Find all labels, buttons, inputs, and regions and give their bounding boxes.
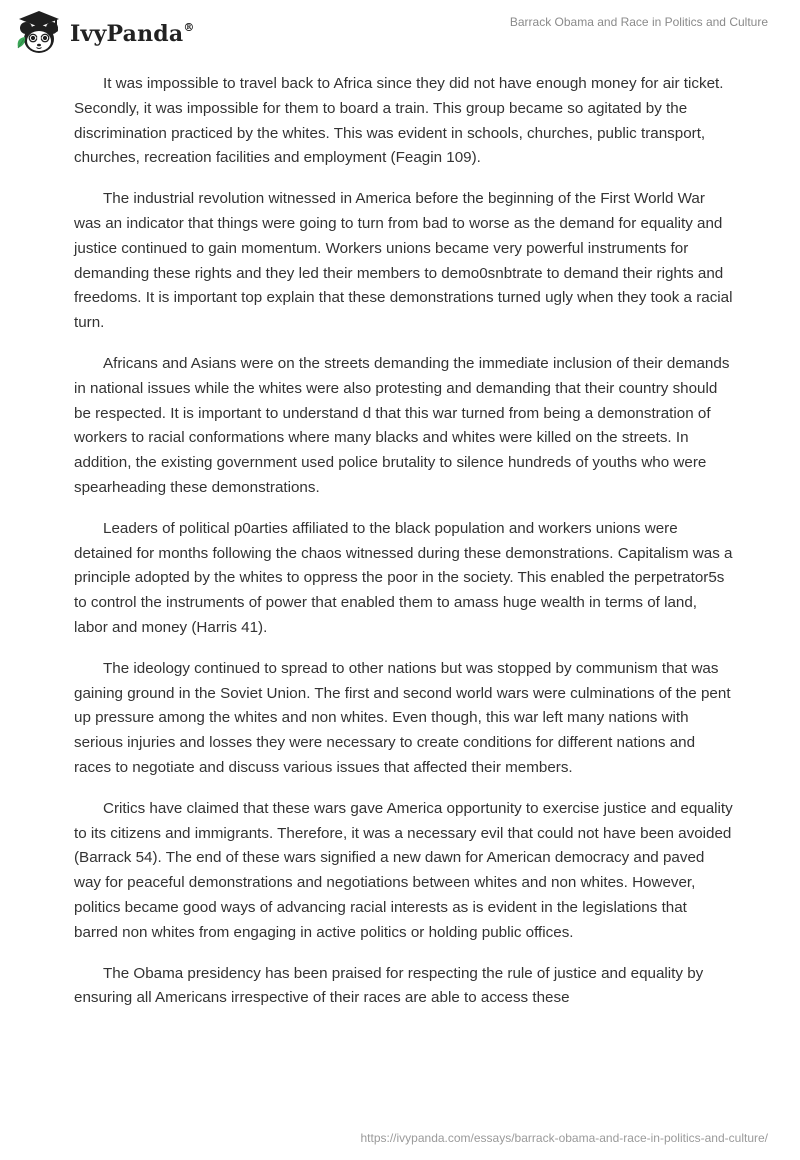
panda-logo-icon <box>14 8 64 58</box>
paragraph: Critics have claimed that these wars gave America opportunity to exercise justice and equality to its citizens and immigrants. Therefore, it was a necessary evil that could not have been avoided (Barrack 54). The end of these wars signified a new dawn for American democracy and paved way for peaceful demonstrations and negotiations between whites and non whites. However, politics became good ways of advancing racial interests as is evident in the legislations that barred non whites from engaging in active politics or holding public offices. <box>74 799 733 941</box>
paragraph: The ideology continued to spread to other nations but was stopped by communism that was gaining ground in the Soviet Union. The first and second world wars were culminations of the pent up pressure among the whites and non whites. Even though, this war left many nations with serious injuries and losses they were necessary to create conditions for different nations and races to negotiate and discuss various issues that affected their members. <box>74 659 731 776</box>
paragraph: The Obama presidency has been praised for respecting the rule of justice and equality by ensuring all Americans irrespective of their races are able to access these <box>74 964 704 1007</box>
source-url-link[interactable]: https://ivypanda.com/essays/barrack-obama-and-race-in-politics-and-culture/ <box>360 1131 768 1145</box>
document-title: Barrack Obama and Race in Politics and Culture <box>509 15 768 29</box>
paragraph: The industrial revolution witnessed in America before the beginning of the First World War was an indicator that things were going to turn from bad to worse as the demand for equality and justice continued to gain momentum. Workers unions became very powerful instruments for demanding these rights and they led their members to demo0snbtrate to demand their rights and freedoms. It is important top explain that these demonstrations turned ugly when they took a racial turn. <box>74 190 733 332</box>
paragraph: It was impossible to travel back to Africa since they did not have enough money for air ticket. Secondly, it was impossible for them to board a train. This group became so agitated by the discrimination practiced by the whites. This was evident in schools, churches, public transport, churches, recreation facilities and employment (Feagin 109). <box>74 75 724 167</box>
brand-name <box>70 21 195 47</box>
paragraph: Africans and Asians were on the streets demanding the immediate inclusion of their demands in national issues while the whites were also protesting and demanding that their country should be respected. It is important to understand d that this war turned from being a demonstration of workers to racial conformations where many blacks and whites were killed on the streets. In addition, the existing government used police brutality to silence hundreds of youths who were spearheading these demonstrations. <box>74 354 730 496</box>
page-header <box>0 0 800 70</box>
essay-body <box>74 72 734 1027</box>
registered-mark: ® <box>183 20 195 34</box>
brand-text: IvyPanda <box>70 21 184 47</box>
paragraph: Leaders of political p0arties affiliated to the black population and workers unions were detained for months following the chaos witnessed during these demonstrations. Capitalism was a principle adopted by the whites to oppress the poor in the society. This enabled the perpetrator5s to control the instruments of power that enabled them to amass huge wealth in terms of land, labor and money (Harris 41). <box>74 519 733 636</box>
ivypanda-logo[interactable] <box>14 8 195 58</box>
